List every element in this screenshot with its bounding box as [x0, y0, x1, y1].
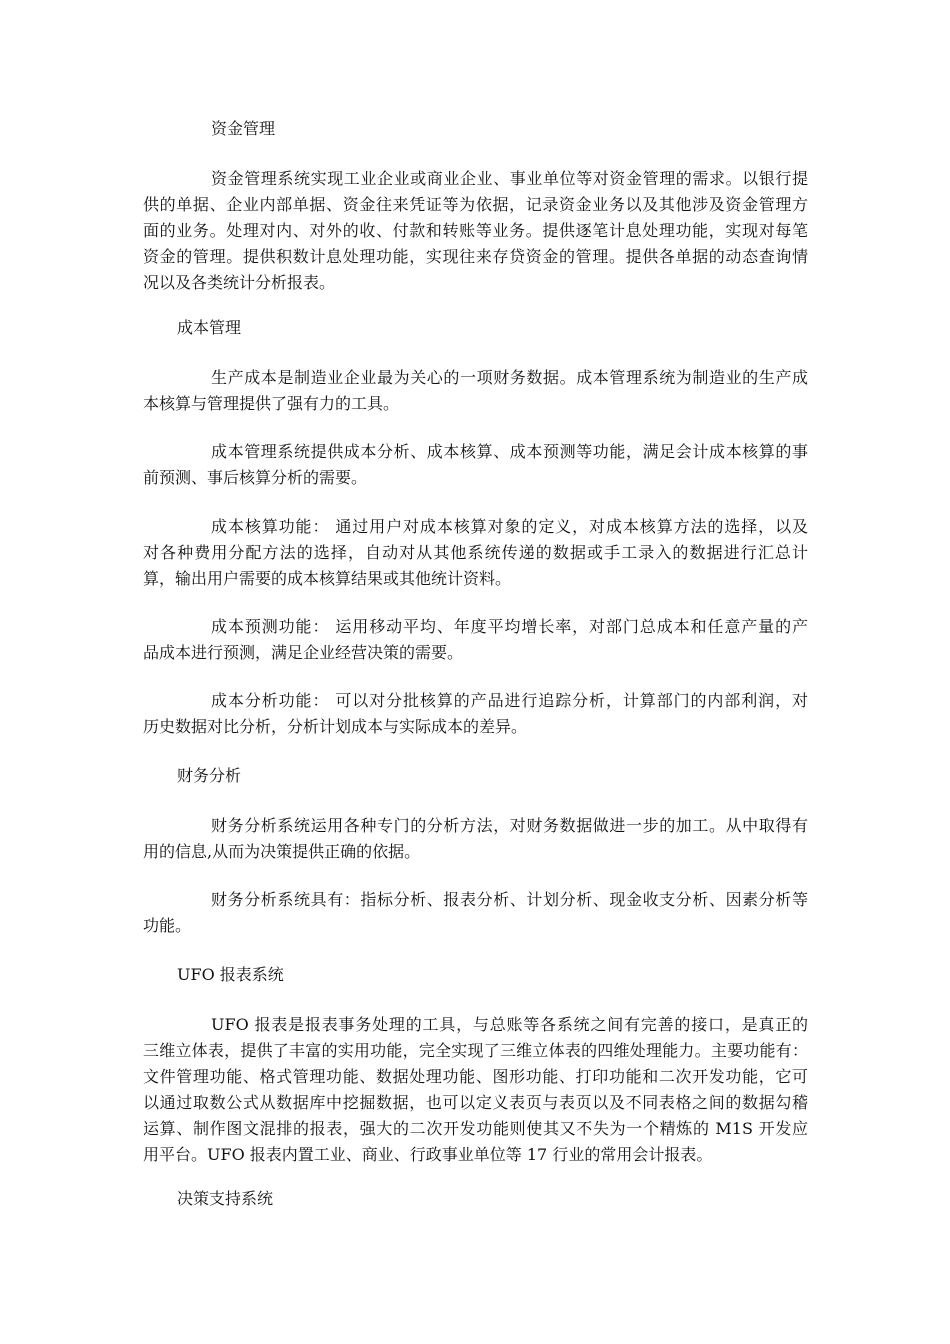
text-line: 品成本进行预测，满足企业经营决策的需要。	[143, 643, 464, 662]
text-line: 用平台。UFO 报表内置工业、商业、行政事业单位等 17 行业的常用会计报表。	[143, 1145, 713, 1164]
text-line: UFO 报表是报表事务处理的工具，与总账等各系统之间有完善的接口，是真正的	[211, 1015, 808, 1034]
text-line: 财务分析系统运用各种专门的分析方法，对财务数据做进一步的加工。从中取得有	[211, 816, 808, 835]
text-line: 历史数据对比分析，分析计划成本与实际成本的差异。	[143, 717, 528, 736]
financial-analysis-features-paragraph	[143, 887, 808, 939]
text-line: 三维立体表，提供了丰富的实用功能，完全实现了三维立体表的四维处理能力。主要功能有：	[143, 1041, 808, 1060]
text-line: 本核算与管理提供了强有力的工具。	[143, 394, 400, 413]
financial-analysis-intro-paragraph	[143, 813, 808, 865]
cost-forecast-function-paragraph	[143, 614, 808, 666]
section-heading-fund-management: 资金管理	[211, 119, 276, 138]
text-line: 况以及各类统计分析报表。	[143, 273, 336, 292]
text-line: 财务分析系统具有：指标分析、报表分析、计划分析、现金收支分析、因素分析等	[211, 890, 808, 909]
text-line: 运算、制作图文混排的报表，强大的二次开发功能则使其又不失为一个精炼的 M1S 开发应	[143, 1119, 808, 1138]
cost-management-features-paragraph	[143, 439, 808, 491]
text-line: 成本预测功能： 运用移动平均、年度平均增长率，对部门总成本和任意产量的产	[211, 617, 808, 636]
text-line: 以通过取数公式从数据库中挖掘数据，也可以定义表页与表页以及不同表格之间的数据勾稽	[143, 1093, 808, 1112]
cost-management-intro-paragraph	[143, 365, 808, 417]
fund-management-paragraph	[143, 166, 808, 296]
section-heading-cost-management: 成本管理	[177, 318, 242, 337]
cost-analysis-function-paragraph	[143, 688, 808, 740]
text-line: 算，输出用户需要的成本核算结果或其他统计资料。	[143, 569, 512, 588]
text-line: 生产成本是制造业企业最为关心的一项财务数据。成本管理系统为制造业的生产成	[211, 368, 808, 387]
text-line: 资金的管理。提供积数计息处理功能，实现往来存贷资金的管理。提供各单据的动态查询情	[143, 247, 808, 266]
text-line: 用的信息,从而为决策提供正确的依据。	[143, 842, 421, 861]
text-line: 面的业务。处理对内、对外的收、付款和转账等业务。提供逐笔计息处理功能，实现对每笔	[143, 221, 808, 240]
text-line: 前预测、事后核算分析的需要。	[143, 468, 368, 487]
text-line: 对各种费用分配方法的选择，自动对从其他系统传递的数据或手工录入的数据进行汇总计	[143, 543, 808, 562]
section-heading-ufo-report-system: UFO 报表系统	[177, 965, 284, 984]
section-heading-financial-analysis: 财务分析	[177, 766, 242, 785]
text-line: 资金管理系统实现工业企业或商业企业、事业单位等对资金管理的需求。以银行提	[211, 169, 808, 188]
text-line: 成本核算功能： 通过用户对成本核算对象的定义，对成本核算方法的选择，以及	[211, 517, 808, 536]
text-line: 功能。	[143, 916, 192, 935]
text-line: 供的单据、企业内部单据、资金往来凭证等为依据，记录资金业务以及其他涉及资金管理方	[143, 195, 808, 214]
ufo-report-paragraph	[143, 1012, 808, 1168]
text-line: 成本管理系统提供成本分析、成本核算、成本预测等功能，满足会计成本核算的事	[211, 442, 808, 461]
cost-accounting-function-paragraph	[143, 514, 808, 592]
text-line: 成本分析功能： 可以对分批核算的产品进行追踪分析，计算部门的内部利润，对	[211, 691, 808, 710]
section-heading-decision-support-system: 决策支持系统	[177, 1189, 274, 1208]
text-line: 文件管理功能、格式管理功能、数据处理功能、图形功能、打印功能和二次开发功能，它可	[143, 1067, 808, 1086]
